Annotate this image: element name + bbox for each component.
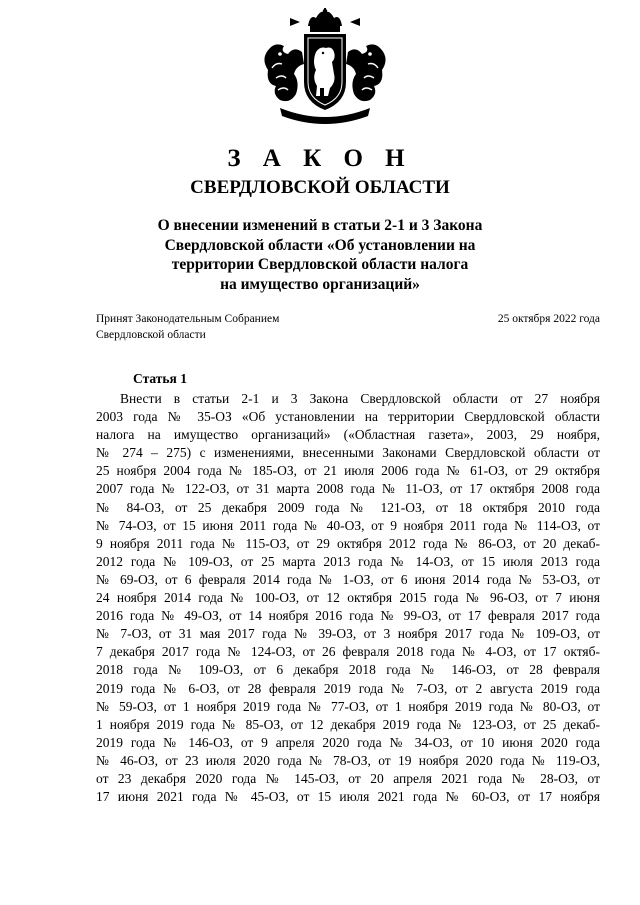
text-line: 2007 года № 122-ОЗ, от 31 марта 2008 года № 11-ОЗ, от 17 октября 2008 года (96, 481, 600, 497)
subtitle-line: О внесении изменений в статьи 2-1 и 3 Закона (157, 217, 483, 234)
text-line: 2016 года № 49-ОЗ, от 14 ноября 2016 года № 99-ОЗ, от 17 февраля 2017 года (96, 608, 600, 624)
text-line: 24 ноября 2014 года № 100-ОЗ, от 12 октября 2015 года № 96-ОЗ, от 7 июня (96, 590, 600, 606)
text-line: от 23 декабря 2020 года № 145-ОЗ, от 20 апреля 2021 года № 28-ОЗ, от (96, 770, 600, 786)
text-line: налога на имущество организаций» («Областная газета», 2003, 29 ноября, (96, 427, 600, 443)
text-line: № 69-ОЗ, от 6 февраля 2014 года № 1-ОЗ, от 6 июня 2014 года № 53-ОЗ, от (96, 571, 600, 587)
text-line: Внести в статьи 2-1 и 3 Закона Свердловской области от 27 ноября (120, 391, 600, 406)
text-line: 7 декабря 2017 года № 124-ОЗ, от 26 февраля 2018 года № 4-ОЗ, от 17 октяб- (96, 644, 600, 660)
article-heading: Статья 1 (133, 371, 187, 386)
text-line: № 46-ОЗ, от 23 июля 2020 года № 78-ОЗ, от 19 ноября 2020 года № 119-ОЗ, (96, 752, 600, 768)
adoption-line: Свердловской области (96, 329, 206, 341)
text-line: 2019 года № 146-ОЗ, от 9 апреля 2020 года № 34-ОЗ, от 10 июня 2020 года (96, 734, 600, 750)
adoption-date: 25 октября 2022 года (497, 313, 600, 325)
text-line: 2003 года № 35-ОЗ «Об установлении на территории Свердловской области (96, 409, 600, 425)
coat-of-arms-icon (250, 8, 400, 126)
text-line: 2012 года № 109-ОЗ, от 25 марта 2013 года № 14-ОЗ, от 15 июля 2013 года (96, 553, 600, 569)
text-line: 17 июня 2021 года № 45-ОЗ, от 15 июля 2021 года № 60-ОЗ, от 17 ноября (96, 789, 600, 805)
adoption-line: Принят Законодательным Собранием (96, 313, 280, 325)
text-line: 1 ноября 2019 года № 85-ОЗ, от 12 декабря 2019 года № 123-ОЗ, от 25 декаб- (96, 716, 600, 732)
document-subtitle (0, 216, 640, 294)
text-line: 25 ноября 2004 года № 185-ОЗ, от 21 июля 2006 года № 61-ОЗ, от 29 октября (96, 463, 600, 479)
text-line: № 74-ОЗ, от 15 июня 2011 года № 40-ОЗ, от 9 ноября 2011 года № 114-ОЗ, от (96, 517, 600, 533)
text-line: № 274 – 275) с изменениями, внесенными Законами Свердловской области от (96, 445, 600, 461)
document-title: З А К О Н (227, 145, 413, 172)
text-line: 2018 года № 109-ОЗ, от 6 декабря 2018 года № 146-ОЗ, от 28 февраля (96, 662, 600, 678)
adoption-body (96, 311, 279, 343)
text-line: № 7-ОЗ, от 31 мая 2017 года № 39-ОЗ, от 3 ноября 2017 года № 109-ОЗ, от (96, 626, 600, 642)
subtitle-line: Свердловской области «Об установлении на (164, 236, 476, 254)
subtitle-line: территории Свердловской области налога (171, 256, 469, 273)
document-region: СВЕРДЛОВСКОЙ ОБЛАСТИ (190, 177, 450, 198)
text-line: 2019 года № 6-ОЗ, от 28 февраля 2019 года № 7-ОЗ, от 2 августа 2019 года (96, 680, 600, 696)
text-line: № 84-ОЗ, от 25 декабря 2009 года № 121-ОЗ, от 18 октября 2010 года (96, 499, 600, 515)
text-line: № 59-ОЗ, от 1 ноября 2019 года № 77-ОЗ, от 1 ноября 2019 года № 80-ОЗ, от (96, 698, 600, 714)
article-body (96, 390, 600, 806)
text-line: 9 ноября 2011 года № 115-ОЗ, от 29 октября 2012 года № 86-ОЗ, от 20 декаб- (96, 535, 600, 551)
subtitle-line: на имущество организаций» (220, 275, 420, 293)
